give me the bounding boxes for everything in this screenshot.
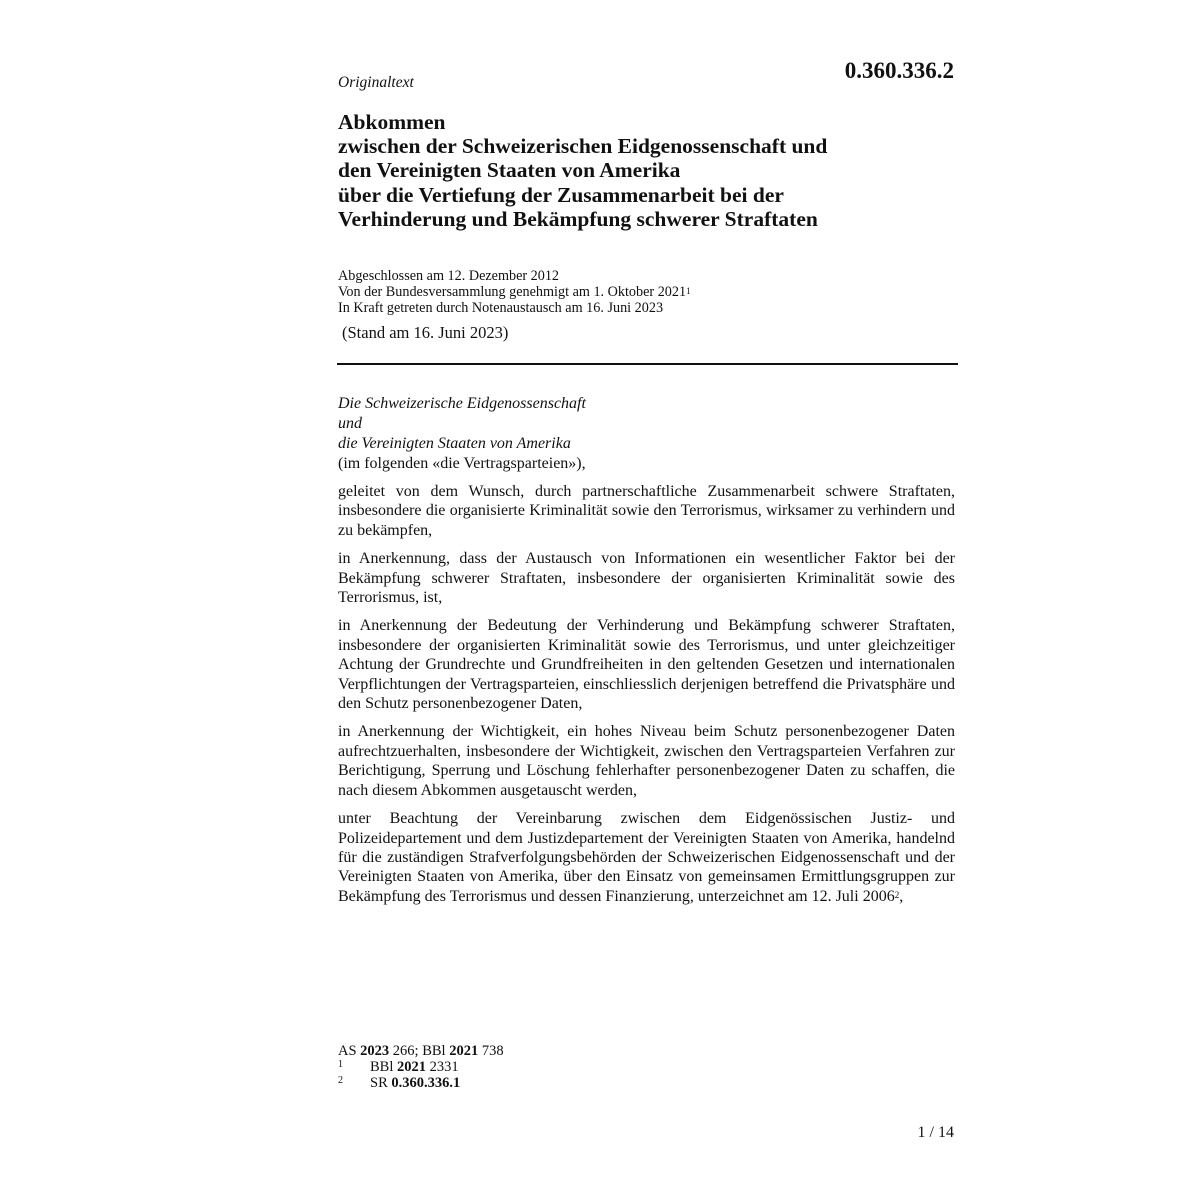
original-text-label: Originaltext (338, 74, 414, 91)
parties-definition: (im folgenden «die Vertragsparteien»), (338, 455, 586, 472)
preamble-paragraph: in Anerkennung, dass der Austausch von Informationen ein wesentlicher Faktor bei der Bekämpfung schwerer Straftaten, insbesondere der organisierten Kriminalität sowie des Terrorismus, ist, (338, 550, 955, 607)
preamble-paragraph: geleitet von dem Wunsch, durch partnerschaftliche Zusammenarbeit schwere Straftaten, insbesondere die organisierte Kriminalität sowie den Terrorismus, wirksamer zu verhindern und zu bekämpfen, (338, 483, 955, 539)
ref-year: 2021 (397, 1059, 426, 1075)
footnote-ref[interactable]: 1 (686, 286, 691, 297)
footnote-text (370, 1075, 460, 1091)
page-number: 1 / 14 (917, 1124, 954, 1141)
ref-year: 2021 (449, 1043, 479, 1059)
status-date: (Stand am 16. Juni 2023) (342, 323, 509, 342)
footnote-2 (338, 1075, 504, 1091)
footnote-number: 2 (338, 1075, 343, 1086)
preamble (338, 482, 955, 915)
footnote-ref[interactable]: 2 (894, 889, 900, 900)
party-conjunction: und (338, 415, 362, 432)
preamble-paragraph: in Anerkennung der Wichtigkeit, ein hohes Niveau beim Schutz personenbezogener Daten aufrechtzuerhalten, insbesondere der Wichtigkeit, zwischen den Vertragsparteien Verfahren zur Berichtigung, Sperrung und Löschung fehlerhafter personenbezogener Daten zu schaffen, die nach diesem Abkommen ausgetauscht werden, (338, 723, 955, 799)
preamble-punct: , (899, 887, 904, 905)
document-metadata (338, 268, 691, 317)
contracting-parties (338, 394, 586, 474)
footnotes (338, 1043, 504, 1091)
title-line: Abkommen (338, 110, 446, 134)
document-title (338, 110, 958, 231)
title-line: zwischen der Schweizerischen Eidgenossenschaft und (338, 134, 828, 159)
ref-text: AS (338, 1043, 361, 1059)
concluded-date: Abgeschlossen am 12. Dezember 2012 (338, 268, 560, 284)
approval-date (338, 284, 691, 300)
footnote-text (370, 1059, 459, 1075)
ref-year: 2023 (360, 1043, 390, 1059)
ref-text: SR (370, 1075, 392, 1091)
footnote-number: 1 (338, 1059, 343, 1070)
title-line: Verhinderung und Bekämpfung schwerer Straftaten (338, 206, 818, 231)
footnote-1 (338, 1059, 504, 1075)
party-switzerland: Die Schweizerische Eidgenossenschaft (338, 395, 586, 412)
approval-text: Von der Bundesversammlung genehmigt am 1. Oktober 2021 (338, 284, 687, 301)
official-collection-ref (338, 1043, 504, 1059)
ref-sr-number: 0.360.336.1 (391, 1075, 461, 1091)
ref-text: BBl (370, 1059, 397, 1075)
sr-number: 0.360.336.2 (844, 58, 954, 83)
preamble-paragraph (338, 809, 955, 906)
party-usa: die Vereinigten Staaten von Amerika (338, 435, 571, 452)
preamble-paragraph: in Anerkennung der Bedeutung der Verhinderung und Bekämpfung schwerer Straftaten, insbesondere der organisierten Kriminalität sowie des Terrorismus, und unter gleichzeitiger Achtung der Grundrechte und Grundfreiheiten in den geltenden Gesetzen und internationalen Verpflichtungen der Vertragsparteien, einschliesslich derjenigen betreffend die Privatsphäre und den Schutz personenbezogener Daten, (338, 617, 955, 713)
title-line: über die Vertiefung der Zusammenarbeit bei der (338, 182, 784, 207)
title-line: den Vereinigten Staaten von Amerika (338, 158, 681, 183)
in-force-date: In Kraft getreten durch Notenaustausch am 16. Juni 2023 (338, 300, 664, 317)
preamble-text: unter Beachtung der Vereinbarung zwischen dem Eidgenössischen Justiz- und Polizeidepartement und dem Justizdepartement der Vereinigten Staaten von Amerika, handelnd für die zuständigen Strafverfolgungsbehörden der Schweizerischen Eidgenossenschaft und der Vereinigten Staaten von Amerika, über den Einsatz von gemeinsamen Ermittlungsgruppen zur Bekämpfung des Terrorismus und dessen Finanzierung, unterzeichnet am 12. Juli 2006 (338, 810, 955, 905)
ref-text: 738 (478, 1043, 504, 1059)
ref-text: 2331 (426, 1059, 459, 1075)
ref-text: 266; BBl (389, 1043, 450, 1059)
divider (337, 363, 958, 365)
